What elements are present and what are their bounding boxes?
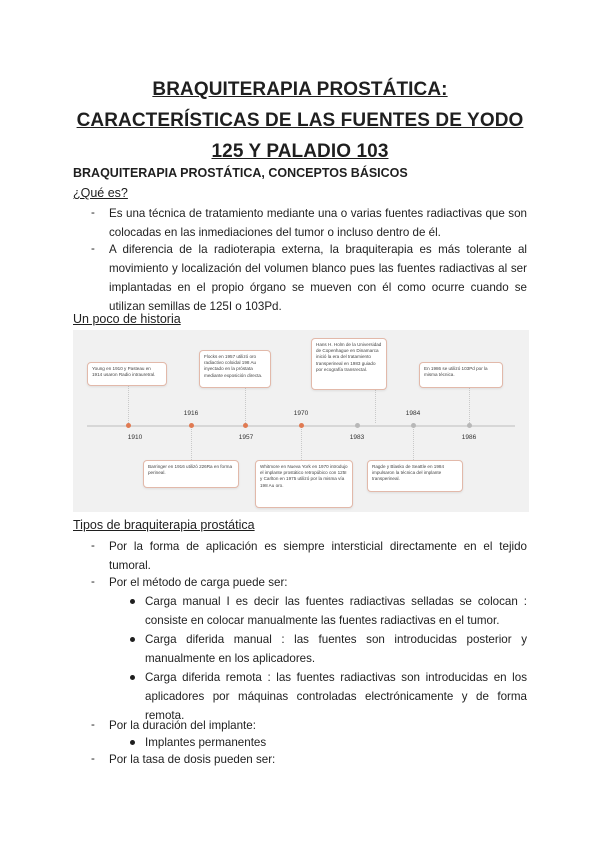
timeline-event-card: Whitmore en Nueva York en 1970 introdujo el implante prostático retropúbico con 125I y Carlton en 1975 utilizó por la misma vía 198 Au oro. (255, 460, 353, 508)
list-item-line: tumoral. (109, 559, 151, 572)
list-item-line: Por la forma de aplicación es siempre intersticial directamente en el tejido (109, 540, 527, 553)
dash-marker: - (91, 752, 95, 765)
timeline-year: 1986 (461, 434, 477, 441)
section-heading-conceptos: BRAQUITERAPIA PROSTÁTICA, CONCEPTOS BÁSICOS (73, 166, 408, 180)
title-line-3: 125 Y PALADIO 103 (211, 141, 389, 162)
dash-marker: - (91, 718, 95, 731)
timeline-dot (126, 423, 131, 428)
list-item-line: aplicadores por máquinas controladas electrónicamente y de forma (145, 690, 527, 703)
title-line-2: CARACTERÍSTICAS DE LAS FUENTES DE YODO (76, 110, 524, 131)
list-item-line: Por el método de carga puede ser: (109, 576, 288, 589)
dash-marker: - (91, 539, 95, 552)
bullet-marker (130, 637, 135, 642)
title-line-1: BRAQUITERAPIA PROSTÁTICA: (152, 79, 448, 100)
timeline-connector (128, 385, 130, 423)
list-item-line: colocadas en las inmediaciones del tumor o incluso dentro de él. (109, 226, 441, 239)
timeline-event-card: Young en 1910 y Pasteau en 1914 usaron Radio intrauretral. (87, 362, 167, 386)
dash-marker: - (91, 242, 95, 255)
timeline-connector (469, 385, 471, 423)
timeline-dot (467, 423, 472, 428)
list-item-line: Carga diferida remota : las fuentes radiactivas son introducidas en los (145, 671, 527, 684)
timeline-dot (411, 423, 416, 428)
timeline-connector (191, 427, 193, 462)
timeline-dot (355, 423, 360, 428)
list-item-line: Implantes permanentes (145, 736, 267, 749)
dash-marker: - (91, 575, 95, 588)
timeline-dot (299, 423, 304, 428)
bullet-marker (130, 740, 135, 745)
bullet-marker (130, 599, 135, 604)
timeline-year: 1970 (293, 410, 309, 417)
timeline-year: 1910 (127, 434, 143, 441)
timeline-event-card: Ragde y Blasko de Seattle en 1984 impulsaron la técnica del implante transperineal. (367, 460, 463, 492)
list-item-line: implantadas en el propio órgano se mueven con él como ocurre cuando se (109, 281, 527, 294)
list-item-line: manualmente en los aplicadores. (145, 652, 316, 665)
list-item-line: movimiento y localización del volumen blanco pues las fuentes radiactivas al ser (109, 262, 527, 275)
history-timeline (73, 330, 529, 512)
timeline-event-card: Barringer en 1916 utilizó 226Ra en forma perineal. (143, 460, 239, 488)
list-item-line: Es una técnica de tratamiento mediante una o varias fuentes radiactivas que son (109, 207, 527, 220)
timeline-connector (413, 427, 415, 462)
timeline-event-card: Flocks en 1957 utilizó oro radiactivo coloidal 198 Au inyectado en la próstata mediante exposición directa. (199, 350, 271, 388)
list-item-line: A diferencia de la radioterapia externa, la braquiterapia es más tolerante al (109, 243, 527, 256)
list-item-line: Por la tasa de dosis pueden ser: (109, 753, 276, 766)
timeline-year: 1984 (405, 410, 421, 417)
list-item-line: remota. (145, 709, 185, 722)
subheading-tipos: Tipos de braquiterapia prostática (73, 518, 255, 532)
bullet-marker (130, 675, 135, 680)
list-item-line: utilizan semillas de 125I o 103Pd. (109, 300, 282, 313)
dash-marker: - (91, 206, 95, 219)
timeline-event-card: Hans H. Holm de la Universidad de Copenhague en Dinamarca inició la era del tratamiento transperineal en 1983 guiado por ecografía transrectal. (311, 338, 387, 390)
subheading-historia: Un poco de historia (73, 312, 181, 326)
timeline-year: 1916 (183, 410, 199, 417)
timeline-dot (189, 423, 194, 428)
timeline-connector (301, 427, 303, 462)
timeline-connector (375, 388, 377, 423)
subheading-que-es: ¿Qué es? (73, 186, 128, 200)
list-item-line: Carga diferida manual : las fuentes son introducidas posterior y (145, 633, 527, 646)
timeline-connector (245, 385, 247, 423)
timeline-event-card: En 1986 se utilizó 103Pd por la misma técnica. (419, 362, 503, 388)
timeline-year: 1983 (349, 434, 365, 441)
list-item-line: Carga manual I es decir las fuentes radiactivas selladas se colocan : (145, 595, 527, 608)
timeline-dot (243, 423, 248, 428)
list-item-line: consiste en colocar manualmente las fuentes radiactivas en el tumor. (145, 614, 500, 627)
timeline-year: 1957 (238, 434, 254, 441)
list-item-line: Por la duración del implante: (109, 719, 256, 732)
